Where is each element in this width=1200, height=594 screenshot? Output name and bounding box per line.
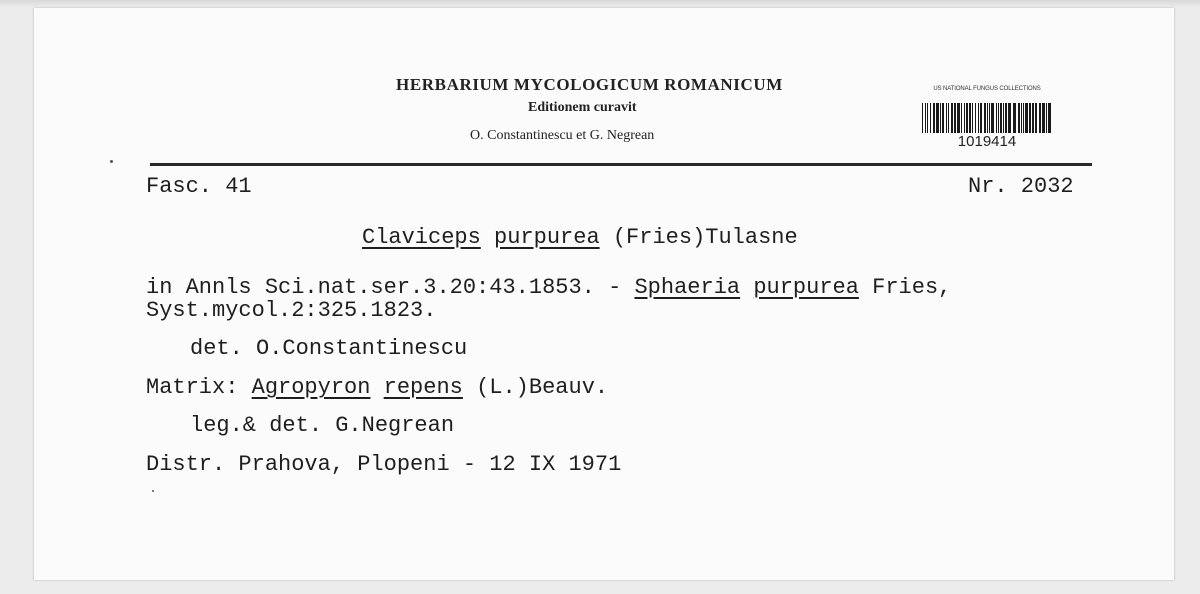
paper-speck [110, 160, 113, 163]
citation-line-2: Syst.mycol.2:325.1823. [146, 298, 437, 323]
barcode-bar [975, 103, 976, 133]
barcode-bar [989, 103, 990, 133]
barcode-bar [1013, 103, 1016, 133]
barcode-bar [1018, 103, 1020, 133]
barcode-bar [1046, 103, 1047, 133]
barcode-bar [942, 103, 944, 133]
barcode-bar [930, 103, 931, 133]
synonym-genus: Sphaeria [634, 275, 741, 300]
citation-line-1 [146, 275, 951, 300]
barcode-bar [966, 103, 968, 133]
host-author: (L.)Beauv. [462, 375, 609, 400]
collector: leg.& det. G.Negrean [190, 413, 455, 438]
synonym-author: Fries, [858, 275, 952, 300]
herbarium-editors: O. Constantinescu et G. Negrean [470, 128, 655, 143]
barcode-bar [984, 103, 986, 133]
barcode-bar [961, 103, 962, 133]
host-species: repens [383, 375, 463, 400]
barcode-bar [951, 103, 953, 133]
barcode-bar [1008, 103, 1011, 133]
locality-date: Distr. Prahova, Plopeni - 12 IX 1971 [146, 452, 622, 477]
barcode-bar [978, 103, 979, 133]
barcode-bar [991, 103, 994, 133]
barcode-bar [1048, 103, 1051, 133]
barcode-label [914, 86, 1060, 152]
barcode-bar [946, 103, 947, 133]
barcode-bar [1025, 103, 1028, 133]
barcode-bar [1029, 103, 1031, 133]
exsiccata-number: Nr. 2032 [968, 174, 1074, 199]
barcode-bar [927, 103, 928, 133]
determiner: det. O.Constantinescu [190, 336, 468, 361]
barcode-bar [1035, 103, 1037, 133]
barcode-bar [954, 103, 956, 133]
herbarium-title: HERBARIUM MYCOLOGICUM ROMANICUM [396, 75, 783, 94]
barcode-bar [1021, 103, 1022, 133]
barcode-bar [948, 103, 949, 133]
barcode-collection-name: US NATIONAL FUNGUS COLLECTIONS [933, 86, 1041, 92]
citation-reference: in Annls Sci.nat.ser.3.20:43.1853. - [146, 275, 635, 300]
barcode-bar [1000, 103, 1002, 133]
synonym-species: purpurea [753, 275, 859, 300]
barcode-number: 1019414 [957, 133, 1017, 150]
matrix-prefix: Matrix: [146, 375, 252, 400]
barcode-bar [925, 103, 926, 133]
barcode-icon [922, 103, 1052, 133]
barcode-bar [980, 103, 982, 133]
barcode-bar [969, 103, 971, 133]
barcode-bar [1003, 103, 1004, 133]
taxon-genus: Claviceps [362, 225, 481, 250]
matrix-line [146, 375, 608, 400]
fascicle-number: Fasc. 41 [146, 174, 252, 199]
barcode-bar [987, 103, 988, 133]
barcode-bar [1039, 103, 1041, 133]
herbarium-subtitle: Editionem curavit [528, 100, 637, 115]
barcode-bar [1042, 103, 1045, 133]
host-genus: Agropyron [251, 375, 371, 400]
barcode-bar [1005, 103, 1007, 133]
barcode-bar [964, 103, 965, 133]
taxon-author: (Fries)Tulasne [612, 225, 798, 250]
barcode-bar [972, 103, 973, 133]
taxon-name [362, 225, 798, 250]
barcode-bar [957, 103, 960, 133]
barcode-bar [996, 103, 997, 133]
barcode-bar [998, 103, 999, 133]
barcode-bar [1032, 103, 1034, 133]
barcode-bar [940, 103, 941, 133]
barcode-bar [933, 103, 935, 133]
taxon-species: purpurea [494, 225, 600, 250]
barcode-bar [922, 103, 923, 133]
paper-speck [152, 490, 154, 492]
header-divider [150, 163, 1092, 166]
barcode-bar [936, 103, 939, 133]
barcode-bar [1023, 103, 1024, 133]
paper-top-edge [0, 0, 1200, 8]
